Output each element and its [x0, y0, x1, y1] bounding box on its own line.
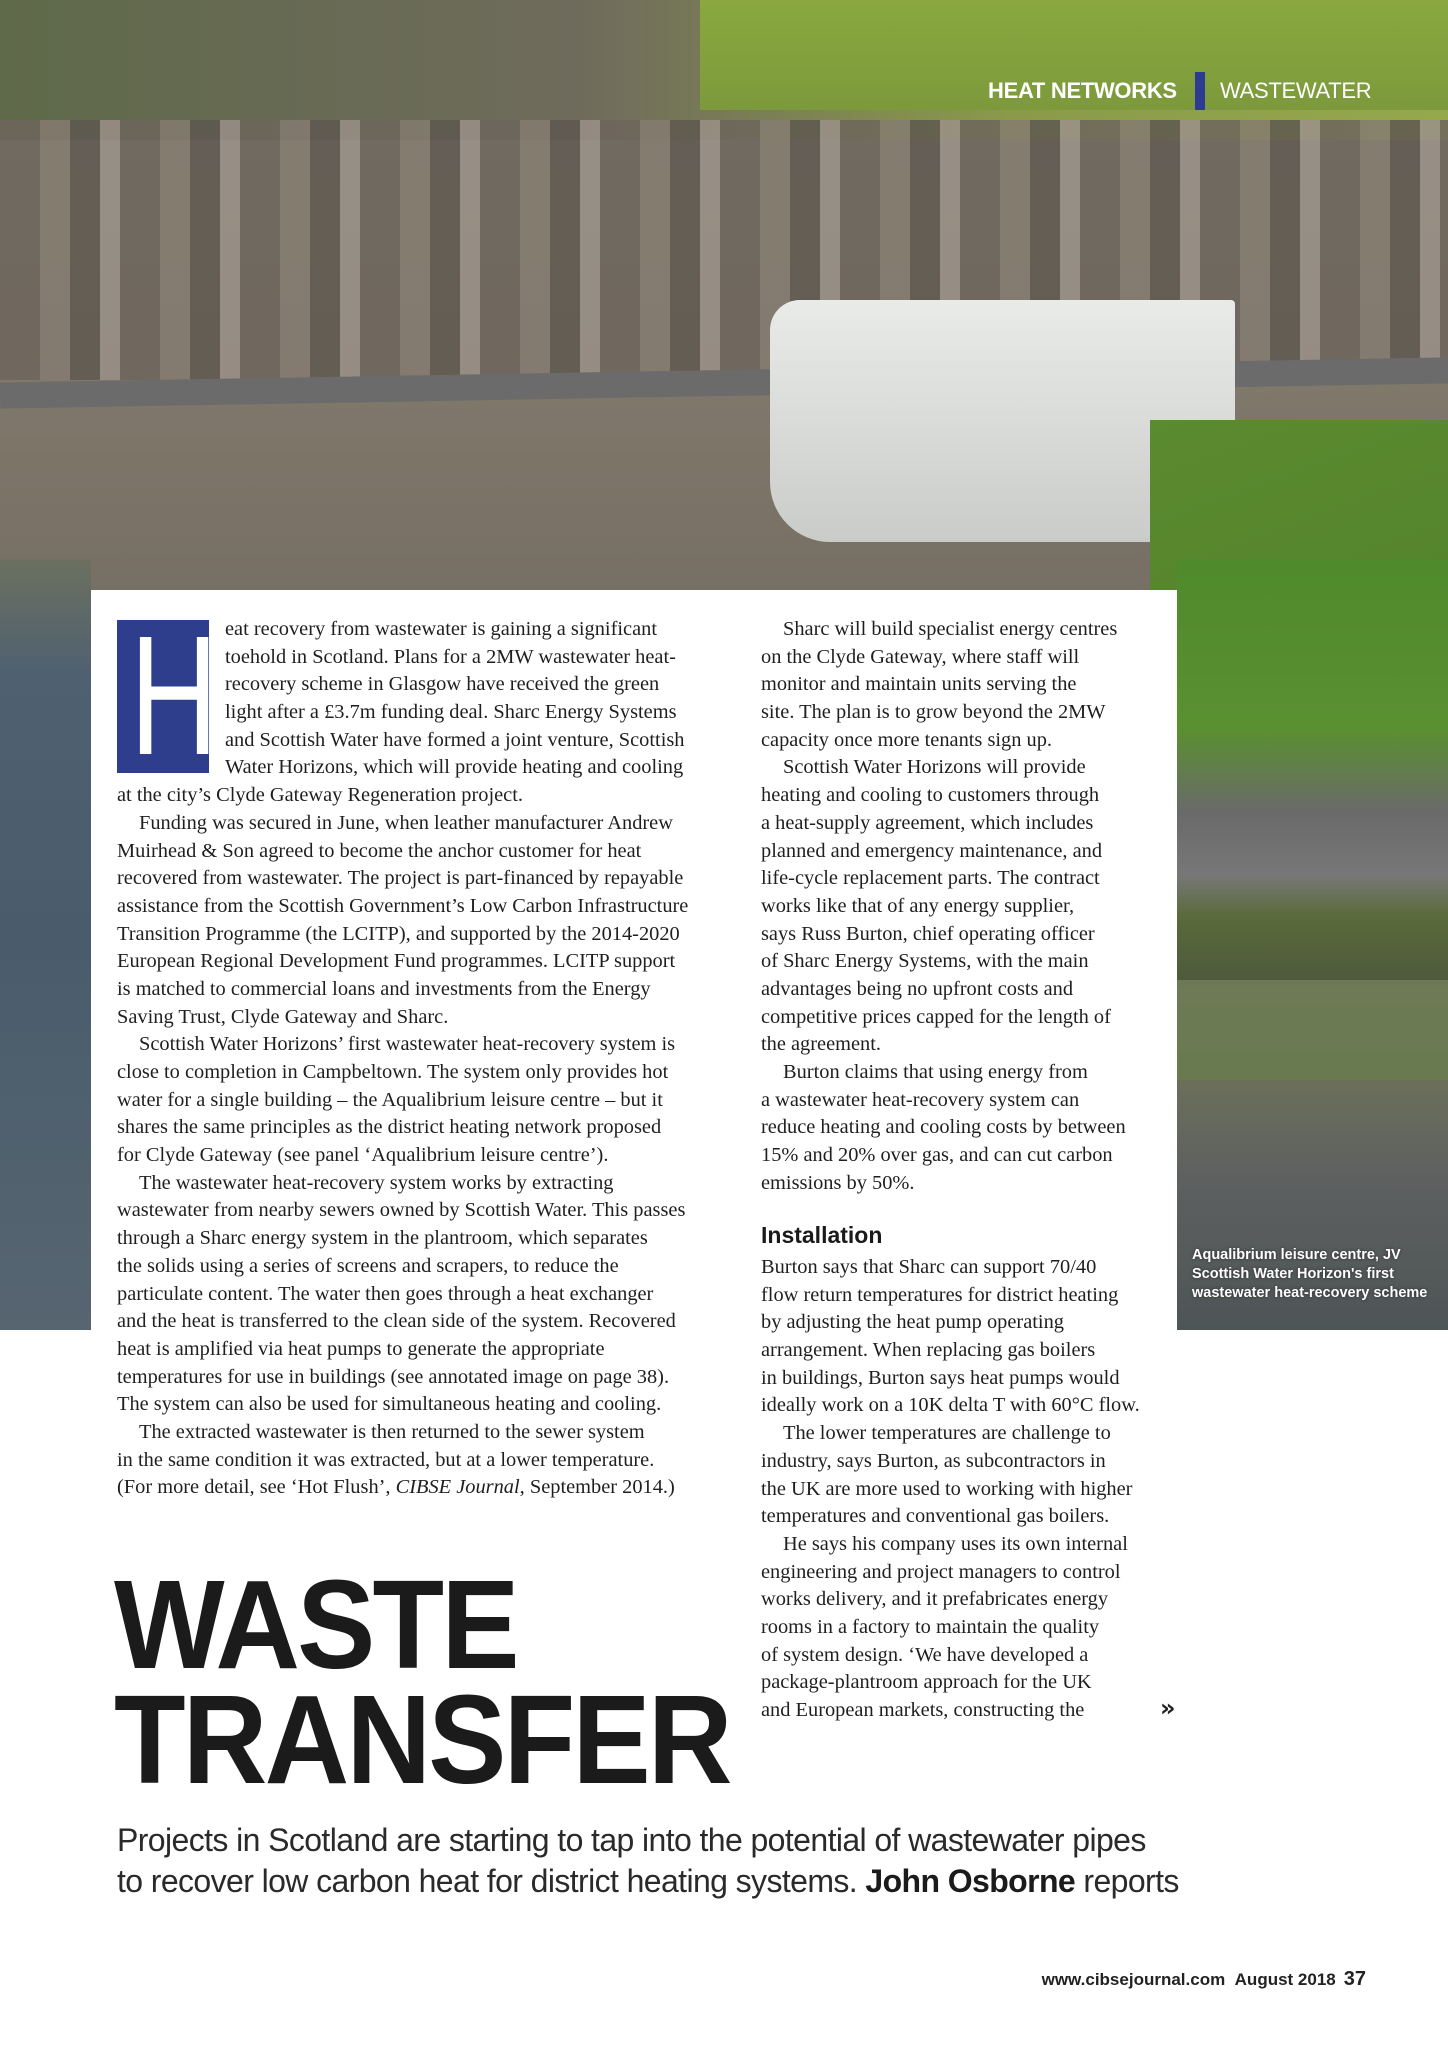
text-line: through a Sharc energy system in the plantroom, which separates: [117, 1227, 648, 1250]
subheading-installation: Installation: [761, 1222, 883, 1248]
text-line: Burton says that Sharc can support 70/40: [761, 1256, 1097, 1278]
text-line: Muirhead & Son agreed to become the anchor customer for heat: [117, 839, 642, 862]
text-line: eat recovery from wastewater is gaining a significant: [225, 618, 657, 640]
text-line: European Regional Development Fund programmes. LCITP support: [117, 950, 676, 973]
text-line: in buildings, Burton says heat pumps would: [761, 1366, 1120, 1389]
text-line: Sharc will build specialist energy centres: [783, 618, 1118, 640]
text-line: Water Horizons, which will provide heating and cooling: [225, 756, 684, 779]
text-line: by adjusting the heat pump operating: [761, 1311, 1064, 1334]
publication-title: CIBSE Journal: [395, 1476, 520, 1499]
text-line: of Sharc Energy Systems, with the main: [761, 950, 1089, 973]
text-line: close to completion in Campbeltown. The system only provides hot: [117, 1061, 669, 1083]
text-line: monitor and maintain units serving the: [761, 673, 1077, 696]
footer-issue: August 2018: [1234, 1970, 1336, 1989]
text-line: advantages being no upfront costs and: [761, 977, 1074, 1000]
text-line: particulate content. The water then goes through a heat exchanger: [117, 1282, 654, 1305]
text-line: Saving Trust, Clyde Gateway and Sharc.: [117, 1005, 449, 1028]
text-line: on the Clyde Gateway, where staff will: [761, 645, 1080, 668]
page-number: 37: [1343, 1968, 1366, 1990]
standfirst-line-1: Projects in Scotland are starting to tap into the potential of wastewater pipes: [117, 1822, 1146, 1858]
author-name: John Osborne: [865, 1863, 1076, 1899]
text-line: capacity once more tenants sign up.: [761, 728, 1053, 751]
text-line: 15% and 20% over gas, and can cut carbon: [761, 1144, 1113, 1167]
text-line: heating and cooling to customers through: [761, 784, 1100, 807]
text-line: toehold in Scotland. Plans for a 2MW wastewater heat-: [225, 645, 676, 668]
page-footer: [1042, 1968, 1366, 1991]
text-line: heat is amplified via heat pumps to generate the appropriate: [117, 1337, 605, 1360]
text-line: rooms in a factory to maintain the quality: [761, 1615, 1100, 1638]
text-line: site. The plan is to grow beyond the 2MW: [761, 701, 1106, 724]
text-line: emissions by 50%.: [761, 1171, 915, 1194]
text-line: engineering and project managers to control: [761, 1560, 1121, 1583]
text-line: The lower temperatures are challenge to: [783, 1422, 1111, 1445]
article-column-right: [761, 616, 1161, 1197]
text-line: reduce heating and cooling costs by between: [761, 1116, 1126, 1139]
text-line: He says his company uses its own internal: [783, 1532, 1128, 1555]
text-line: assistance from the Scottish Government’s Low Carbon Infrastructure: [117, 894, 689, 917]
double-chevron-right-icon: »: [1160, 1694, 1176, 1722]
text-line: the solids using a series of screens and scrapers, to reduce the: [117, 1254, 619, 1277]
article-column-installation: [761, 1254, 1161, 1725]
text-line: is matched to commercial loans and investments from the Energy: [117, 977, 651, 1000]
standfirst: [117, 1820, 1267, 1902]
text-line: life-cycle replacement parts. The contract: [761, 867, 1100, 890]
text-line: the agreement.: [761, 1033, 882, 1056]
text-line: industry, says Burton, as subcontractors in: [761, 1449, 1106, 1472]
photo-caption: Aqualibrium leisure centre, JV Scottish Water Horizon's first wastewater heat-recovery scheme: [1192, 1247, 1428, 1301]
text-line: a heat-supply agreement, which includes: [761, 811, 1094, 834]
text-line: package-plantroom approach for the UK: [761, 1671, 1092, 1694]
text-line: of system design. ‘We have developed a: [761, 1643, 1089, 1666]
text-line: ideally work on a 10K delta T with 60°C flow.: [761, 1394, 1140, 1417]
text-line: and Scottish Water have formed a joint venture, Scottish: [225, 728, 685, 751]
standfirst-text: to recover low carbon heat for district heating systems.: [117, 1863, 866, 1899]
text-line: The system can also be used for simultaneous heating and cooling.: [117, 1393, 662, 1416]
text-line: competitive prices capped for the length of: [761, 1005, 1111, 1028]
text-line: works delivery, and it prefabricates energy: [761, 1588, 1109, 1611]
text-line: works like that of any energy supplier,: [761, 894, 1075, 917]
text-line: in the same condition it was extracted, but at a lower temperature.: [117, 1448, 655, 1471]
text-line: flow return temperatures for district heating: [761, 1283, 1119, 1306]
text-line: Funding was secured in June, when leather manufacturer Andrew: [139, 811, 673, 834]
text-line: recovery scheme in Glasgow have received the green: [225, 673, 660, 696]
text-line: a wastewater heat-recovery system can: [761, 1088, 1080, 1111]
text-line: The wastewater heat-recovery system works by extracting: [139, 1171, 614, 1194]
text-line: the UK are more used to working with higher: [761, 1477, 1133, 1500]
text-line: planned and emergency maintenance, and: [761, 839, 1103, 862]
headline-line-2: TRANSFER: [114, 1669, 730, 1810]
text-line: The extracted wastewater is then returned to the sewer system: [139, 1420, 645, 1443]
headline-line-1: WASTE: [114, 1554, 517, 1695]
footer-url[interactable]: www.cibsejournal.com: [1041, 1970, 1226, 1989]
text-line: Scottish Water Horizons’ first wastewater heat-recovery system is: [139, 1033, 676, 1056]
text-line: Scottish Water Horizons will provide: [783, 756, 1086, 779]
text-line: and the heat is transferred to the clean side of the system. Recovered: [117, 1310, 676, 1333]
text-line: Burton claims that using energy from: [783, 1061, 1088, 1083]
text-line: for Clyde Gateway (see panel ‘Aqualibrium leisure centre’).: [117, 1144, 609, 1167]
standfirst-suffix: reports: [1075, 1863, 1179, 1899]
text-line: Transition Programme (the LCITP), and supported by the 2014-2020: [117, 922, 680, 945]
text-line: water for a single building – the Aqualibrium leisure centre – but it: [117, 1088, 663, 1111]
text-line: recovered from wastewater. The project is part-financed by repayable: [117, 867, 684, 890]
text-line: light after a £3.7m funding deal. Sharc Energy Systems: [225, 701, 677, 724]
text-line: and European markets, constructing the: [761, 1699, 1085, 1721]
text-line: temperatures and conventional gas boilers.: [761, 1505, 1110, 1528]
text-line: says Russ Burton, chief operating officer: [761, 922, 1095, 945]
text-line: (For more detail, see ‘Hot Flush’, CIBSE Journal, September 2014.): [117, 1476, 675, 1499]
section-divider: [1195, 72, 1205, 110]
subsection-label: WASTEWATER: [1220, 78, 1372, 103]
text-line: wastewater from nearby sewers owned by Scottish Water. This passes: [117, 1199, 686, 1222]
article-column-left: [117, 601, 727, 1502]
drop-cap-letter: H: [129, 601, 219, 791]
text-line: at the city’s Clyde Gateway Regeneration project.: [117, 784, 523, 807]
section-label: HEAT NETWORKS: [988, 78, 1177, 103]
text-line: shares the same principles as the district heating network proposed: [117, 1116, 662, 1139]
text-line: temperatures for use in buildings (see annotated image on page 38).: [117, 1365, 670, 1388]
standfirst-line-2: [117, 1861, 1267, 1902]
text-line: arrangement. When replacing gas boilers: [761, 1339, 1096, 1362]
